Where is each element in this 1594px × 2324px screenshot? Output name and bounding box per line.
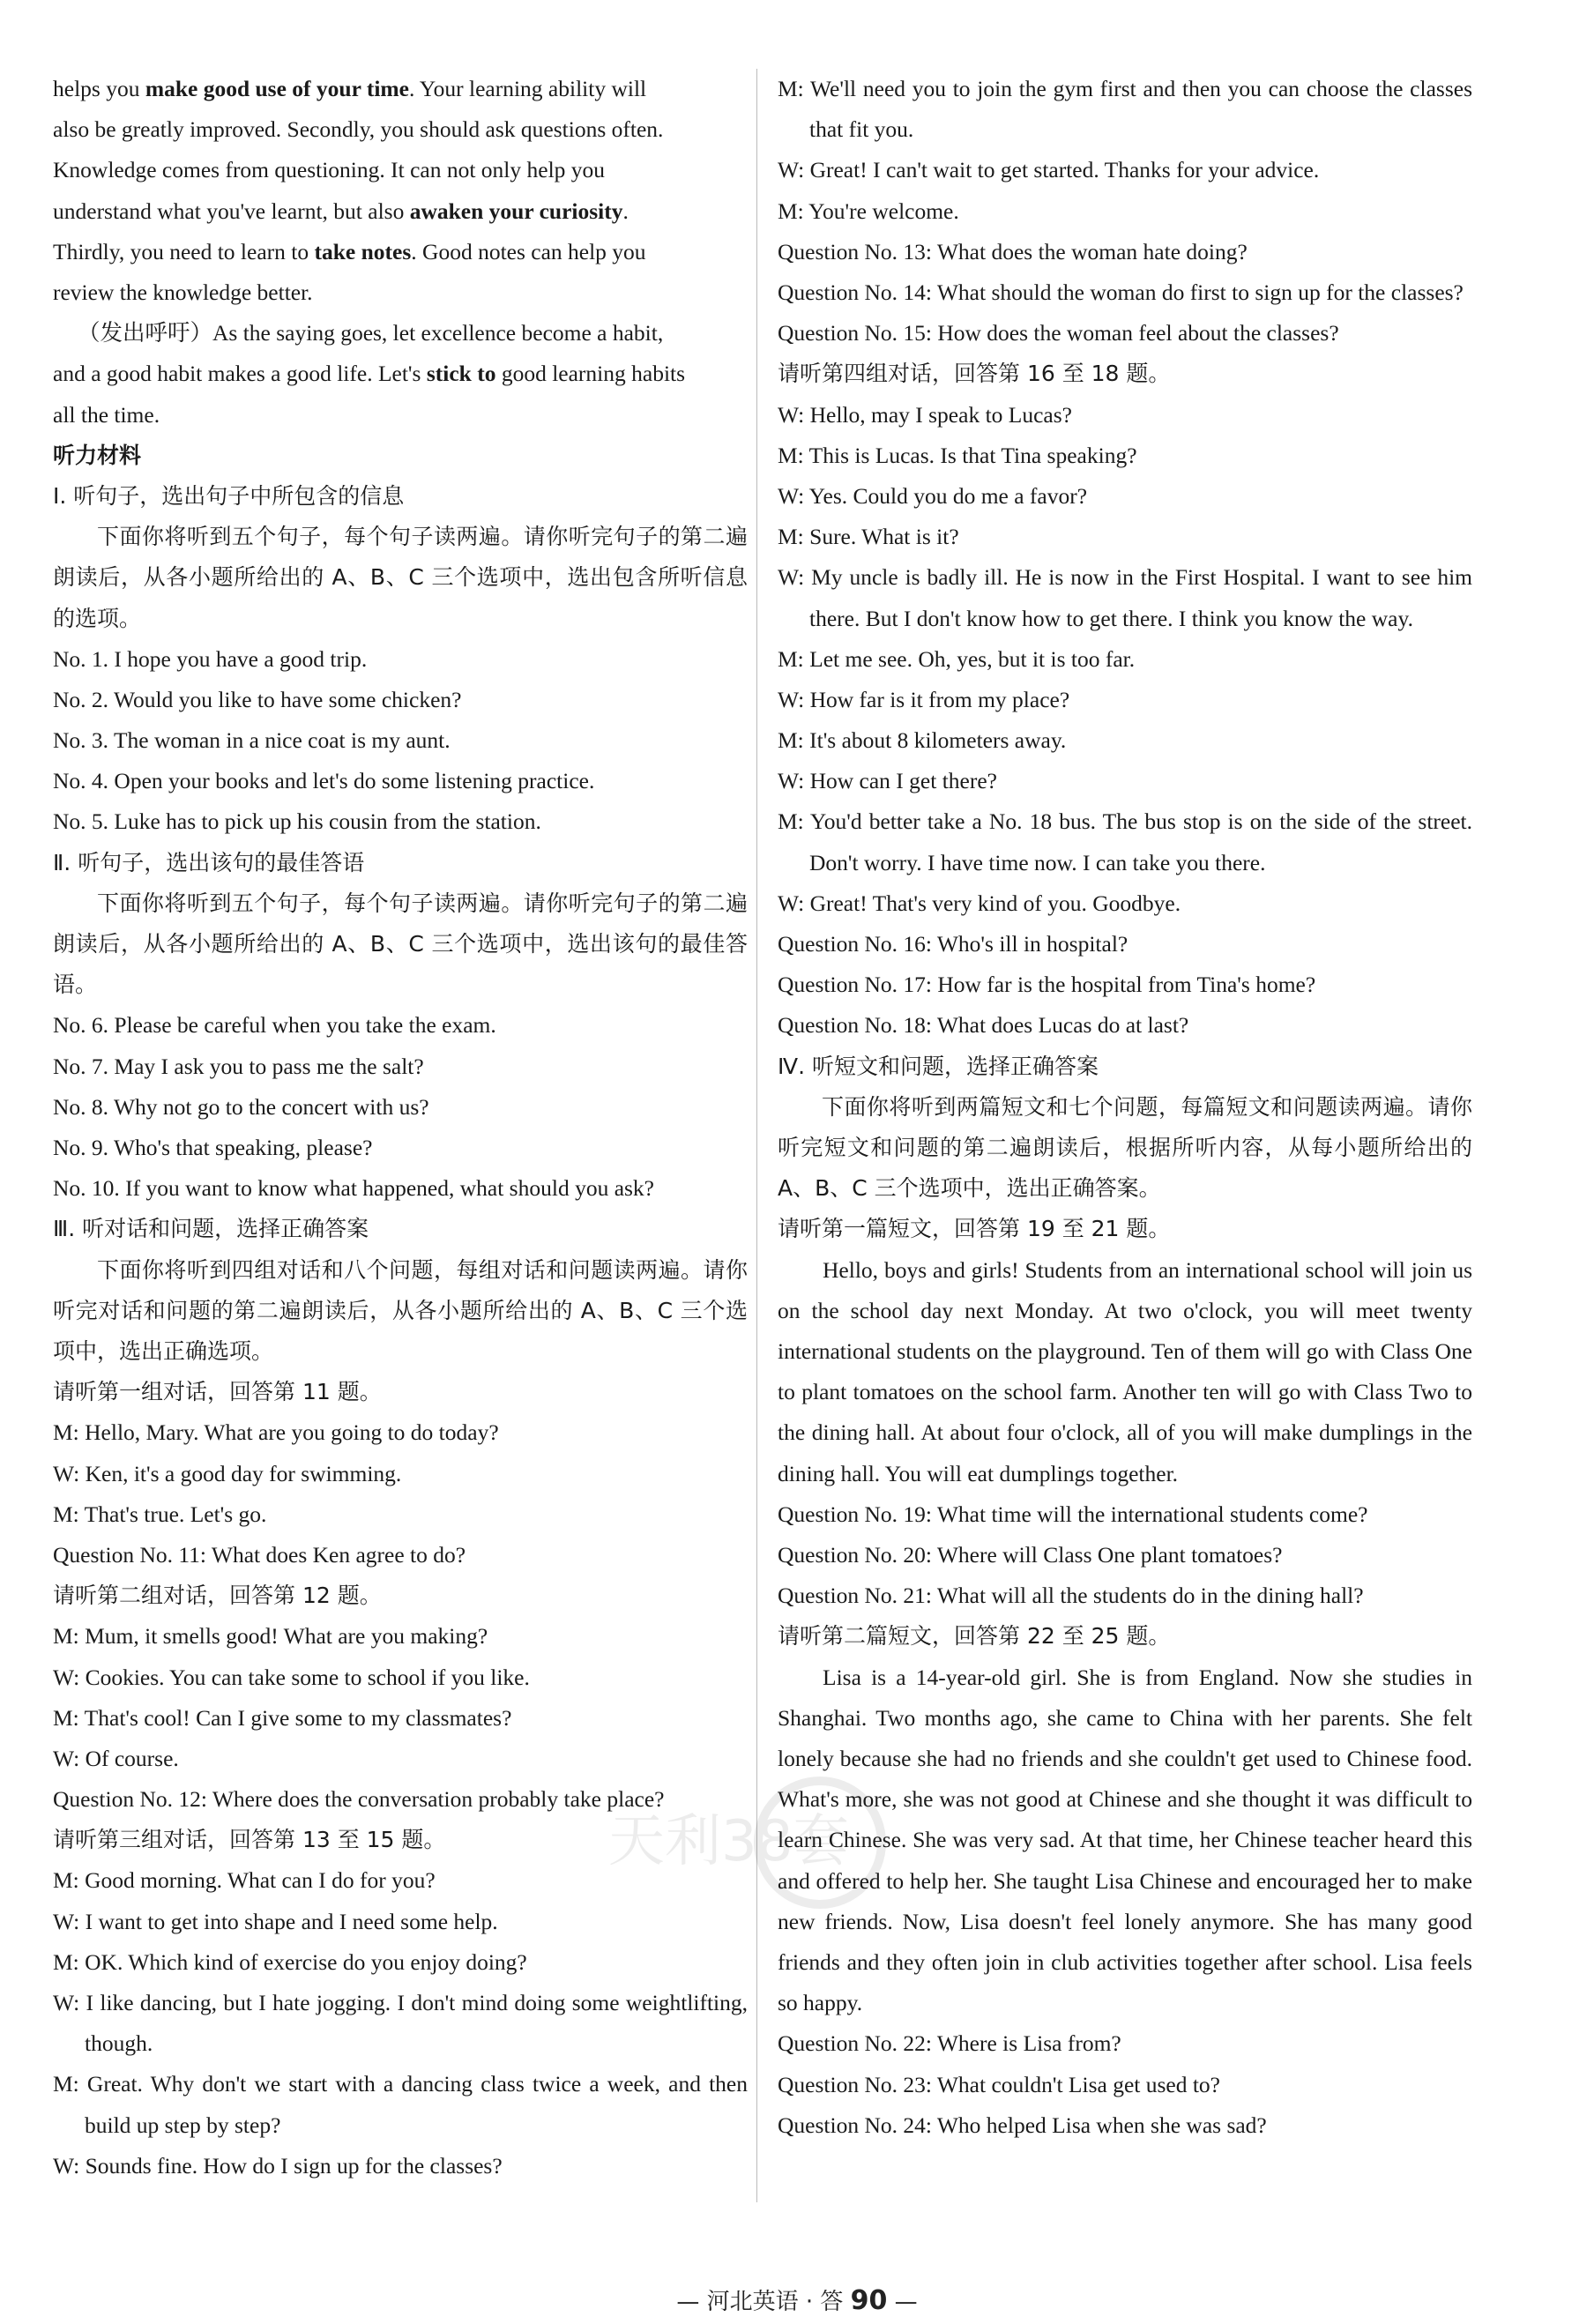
- question-line: Question No. 16: Who's ill in hospital?: [778, 931, 1128, 957]
- list-item: No. 8. Why not go to the concert with us?: [53, 1093, 429, 1120]
- question-line: Question No. 24: Who helped Lisa when she was sad?: [778, 2112, 1267, 2138]
- group-heading: 请听第一组对话，回答第 11 题。: [53, 1379, 382, 1405]
- watermark-text: 天利38套: [608, 1809, 850, 1874]
- question-line: Question No. 12: Where does the conversation probably take place?: [53, 1786, 665, 1813]
- group-heading: 请听第四组对话，回答第 16 至 18 题。: [778, 361, 1171, 387]
- dialogue-line: W: Yes. Could you do me a favor?: [778, 482, 1088, 509]
- list-item: No. 1. I hope you have a good trip.: [53, 645, 368, 672]
- dialogue-line: M: Let me see. Oh, yes, but it is too far.: [778, 645, 1136, 672]
- passage-heading: 请听第一篇短文，回答第 19 至 21 题。: [778, 1216, 1171, 1242]
- list-item: No. 7. May I ask you to pass me the salt?: [53, 1053, 424, 1079]
- dialogue-line: W: How can I get there?: [778, 768, 997, 794]
- section-title: 听力材料: [53, 442, 142, 468]
- dialogue-line: W: Great! That's very kind of you. Goodbye.: [778, 890, 1181, 916]
- dialogue-line: M: OK. Which kind of exercise do you enjoy doing?: [53, 1948, 527, 1975]
- dialogue-line: W: I want to get into shape and I need some help.: [53, 1908, 498, 1934]
- dialogue-line: W: How far is it from my place?: [778, 686, 1070, 712]
- question-line: Question No. 11: What does Ken agree to do?: [53, 1541, 466, 1568]
- section-heading: Ⅳ. 听短文和问题，选择正确答案: [778, 1053, 1099, 1079]
- list-item: No. 4. Open your books and let's do some listening practice.: [53, 768, 595, 794]
- essay-line: and a good habit makes a good life. Let's stick to good learning habits: [53, 361, 686, 387]
- essay-line: also be greatly improved. Secondly, you should ask questions often.: [53, 116, 664, 143]
- essay-line: Knowledge comes from questioning. It can not only help you: [53, 157, 606, 183]
- dialogue-line: W: Cookies. You can take some to school if you like.: [53, 1664, 530, 1690]
- section-heading: Ⅱ. 听句子，选出该句的最佳答语: [53, 849, 365, 875]
- question-line: Question No. 13: What does the woman hate doing?: [778, 238, 1248, 264]
- question-line: Question No. 20: Where will Class One plant tomatoes?: [778, 1542, 1283, 1568]
- question-line: Question No. 14: What should the woman do first to sign up for the classes?: [778, 279, 1464, 305]
- dialogue-line: M: Mum, it smells good! What are you making?: [53, 1623, 488, 1650]
- question-line: Question No. 22: Where is Lisa from?: [778, 2030, 1121, 2057]
- dialogue-line: W: Great! I can't wait to get started. Thanks for your advice.: [778, 157, 1320, 183]
- page-footer: [0, 2283, 1594, 2316]
- section-heading: Ⅰ. 听句子，选出句子中所包含的信息: [53, 482, 405, 509]
- list-item: No. 3. The woman in a nice coat is my aunt.: [53, 727, 451, 754]
- right-column: [778, 69, 1472, 2146]
- section-items: [53, 1005, 748, 1209]
- group-heading: 请听第三组对话，回答第 13 至 15 题。: [53, 1827, 446, 1853]
- list-item: No. 2. Would you like to have some chicken?: [53, 686, 462, 712]
- dialogue-line: W: My uncle is badly ill. He is now in the First Hospital. I want to see him there. But I don't know how to get there. I think you know the way.: [778, 564, 1472, 631]
- dialogue-line: W: Of course.: [53, 1745, 179, 1771]
- dialogue-line: M: You'd better take a No. 18 bus. The bus stop is on the side of the street. Don't worry. I have time now. I can take you there.: [778, 808, 1472, 875]
- dialogue-line: W: Hello, may I speak to Lucas?: [778, 401, 1072, 428]
- footer-suffix: —: [887, 2289, 918, 2315]
- section-instruction: 下面你将听到四组对话和八个问题，每组对话和问题读两遍。请你听完对话和问题的第二遍朗读后，从各小题所给出的 A、B、C 三个选项中，选出正确选项。: [53, 1256, 748, 1364]
- question-line: Question No. 17: How far is the hospital from Tina's home?: [778, 972, 1316, 998]
- essay-line: helps you make good use of your time. Your learning ability will: [53, 76, 647, 101]
- passage-heading: 请听第二篇短文，回答第 22 至 25 题。: [778, 1623, 1171, 1650]
- dialogue-line: M: You're welcome.: [778, 197, 959, 224]
- essay-line: all the time.: [53, 401, 160, 428]
- dialogue-line: W: Sounds fine. How do I sign up for the classes?: [53, 2152, 503, 2179]
- essay-line: （发出呼吁）As the saying goes, let excellence become a habit,: [78, 320, 664, 346]
- dialogue-line: M: Hello, Mary. What are you going to do today?: [53, 1419, 499, 1446]
- question-line: Question No. 19: What time will the international students come?: [778, 1501, 1368, 1527]
- dialogue-line: M: It's about 8 kilometers away.: [778, 727, 1067, 754]
- list-item: No. 6. Please be careful when you take the exam.: [53, 1012, 496, 1039]
- essay-line: Thirdly, you need to learn to take notes. Good notes can help you: [53, 238, 646, 264]
- passage-text: Lisa is a 14-year-old girl. She is from England. Now she studies in Shanghai. Two months ago, she came to China with her parents. She felt lonely because she had no friends and she couldn't get used to Chinese food. What's more, she was not good at Chinese and she thought it was difficult to learn Chinese. She was very sad. At that time, her Chinese teacher heard this and offered to help her. She taught Lisa Chinese and encouraged her to make new friends. Now, Lisa doesn't feel lonely anymore. She has many good friends and they often join in club activities together after school. Lisa feels so happy.: [778, 1664, 1472, 2016]
- list-item: No. 10. If you want to know what happened, what should you ask?: [53, 1175, 655, 1202]
- question-line: Question No. 18: What does Lucas do at last?: [778, 1012, 1189, 1039]
- dialogue-line: W: I like dancing, but I hate jogging. I don't mind doing some weightlifting, though.: [53, 1990, 748, 2057]
- dialogue-line: M: This is Lucas. Is that Tina speaking?: [778, 442, 1137, 468]
- dialogue-line: W: Ken, it's a good day for swimming.: [53, 1460, 402, 1486]
- section-instruction: 下面你将听到五个句子，每个句子读两遍。请你听完句子的第二遍朗读后，从各小题所给出的 A、B、C 三个选项中，选出包含所听信息的选项。: [53, 524, 748, 631]
- group-heading: 请听第二组对话，回答第 12 题。: [53, 1583, 382, 1609]
- question-line: Question No. 15: How does the woman feel about the classes?: [778, 320, 1339, 346]
- question-line: Question No. 21: What will all the students do in the dining hall?: [778, 1583, 1364, 1609]
- page-number: 90: [850, 2285, 888, 2316]
- question-line: Question No. 23: What couldn't Lisa get used to?: [778, 2071, 1220, 2097]
- dialogue-line: M: That's cool! Can I give some to my classmates?: [53, 1704, 512, 1731]
- dialogue-line: M: Sure. What is it?: [778, 524, 959, 550]
- dialogue-line: M: Good morning. What can I do for you?: [53, 1867, 436, 1894]
- list-item: No. 5. Luke has to pick up his cousin from the station.: [53, 808, 541, 835]
- passage-text: Hello, boys and girls! Students from an international school will join us on the school day next Monday. At two o'clock, you will meet twenty international students on the playground. Ten of them will go with Class One to plant tomatoes on the school farm. Another ten will go with Class Two to the dining hall. At about four o'clock, all of you will make dumplings in the dining hall. You will eat dumplings together.: [778, 1256, 1472, 1486]
- section-heading: Ⅲ. 听对话和问题，选择正确答案: [53, 1216, 369, 1242]
- section-items: [53, 639, 748, 843]
- dialogue-line: M: Great. Why don't we start with a dancing class twice a week, and then build up step by step?: [53, 2071, 748, 2138]
- footer-label: — 河北英语 · 答: [676, 2289, 851, 2315]
- section-instruction: 下面你将听到两篇短文和七个问题，每篇短文和问题读两遍。请你听完短文和问题的第二遍朗读后，根据所听内容，从每小题所给出的 A、B、C 三个选项中，选出正确答案。: [778, 1093, 1472, 1202]
- list-item: No. 9. Who's that speaking, please?: [53, 1135, 373, 1161]
- essay-line: review the knowledge better.: [53, 279, 313, 305]
- left-column: [53, 69, 748, 2186]
- dialogue-line: M: We'll need you to join the gym first and then you can choose the classes that fit you.: [778, 76, 1472, 143]
- dialogue-line: M: That's true. Let's go.: [53, 1501, 267, 1527]
- essay-line: understand what you've learnt, but also awaken your curiosity.: [53, 197, 629, 224]
- column-divider: [756, 69, 757, 2202]
- section-instruction: 下面你将听到五个句子，每个句子读两遍。请你听完句子的第二遍朗读后，从各小题所给出的 A、B、C 三个选项中，选出该句的最佳答语。: [53, 890, 748, 998]
